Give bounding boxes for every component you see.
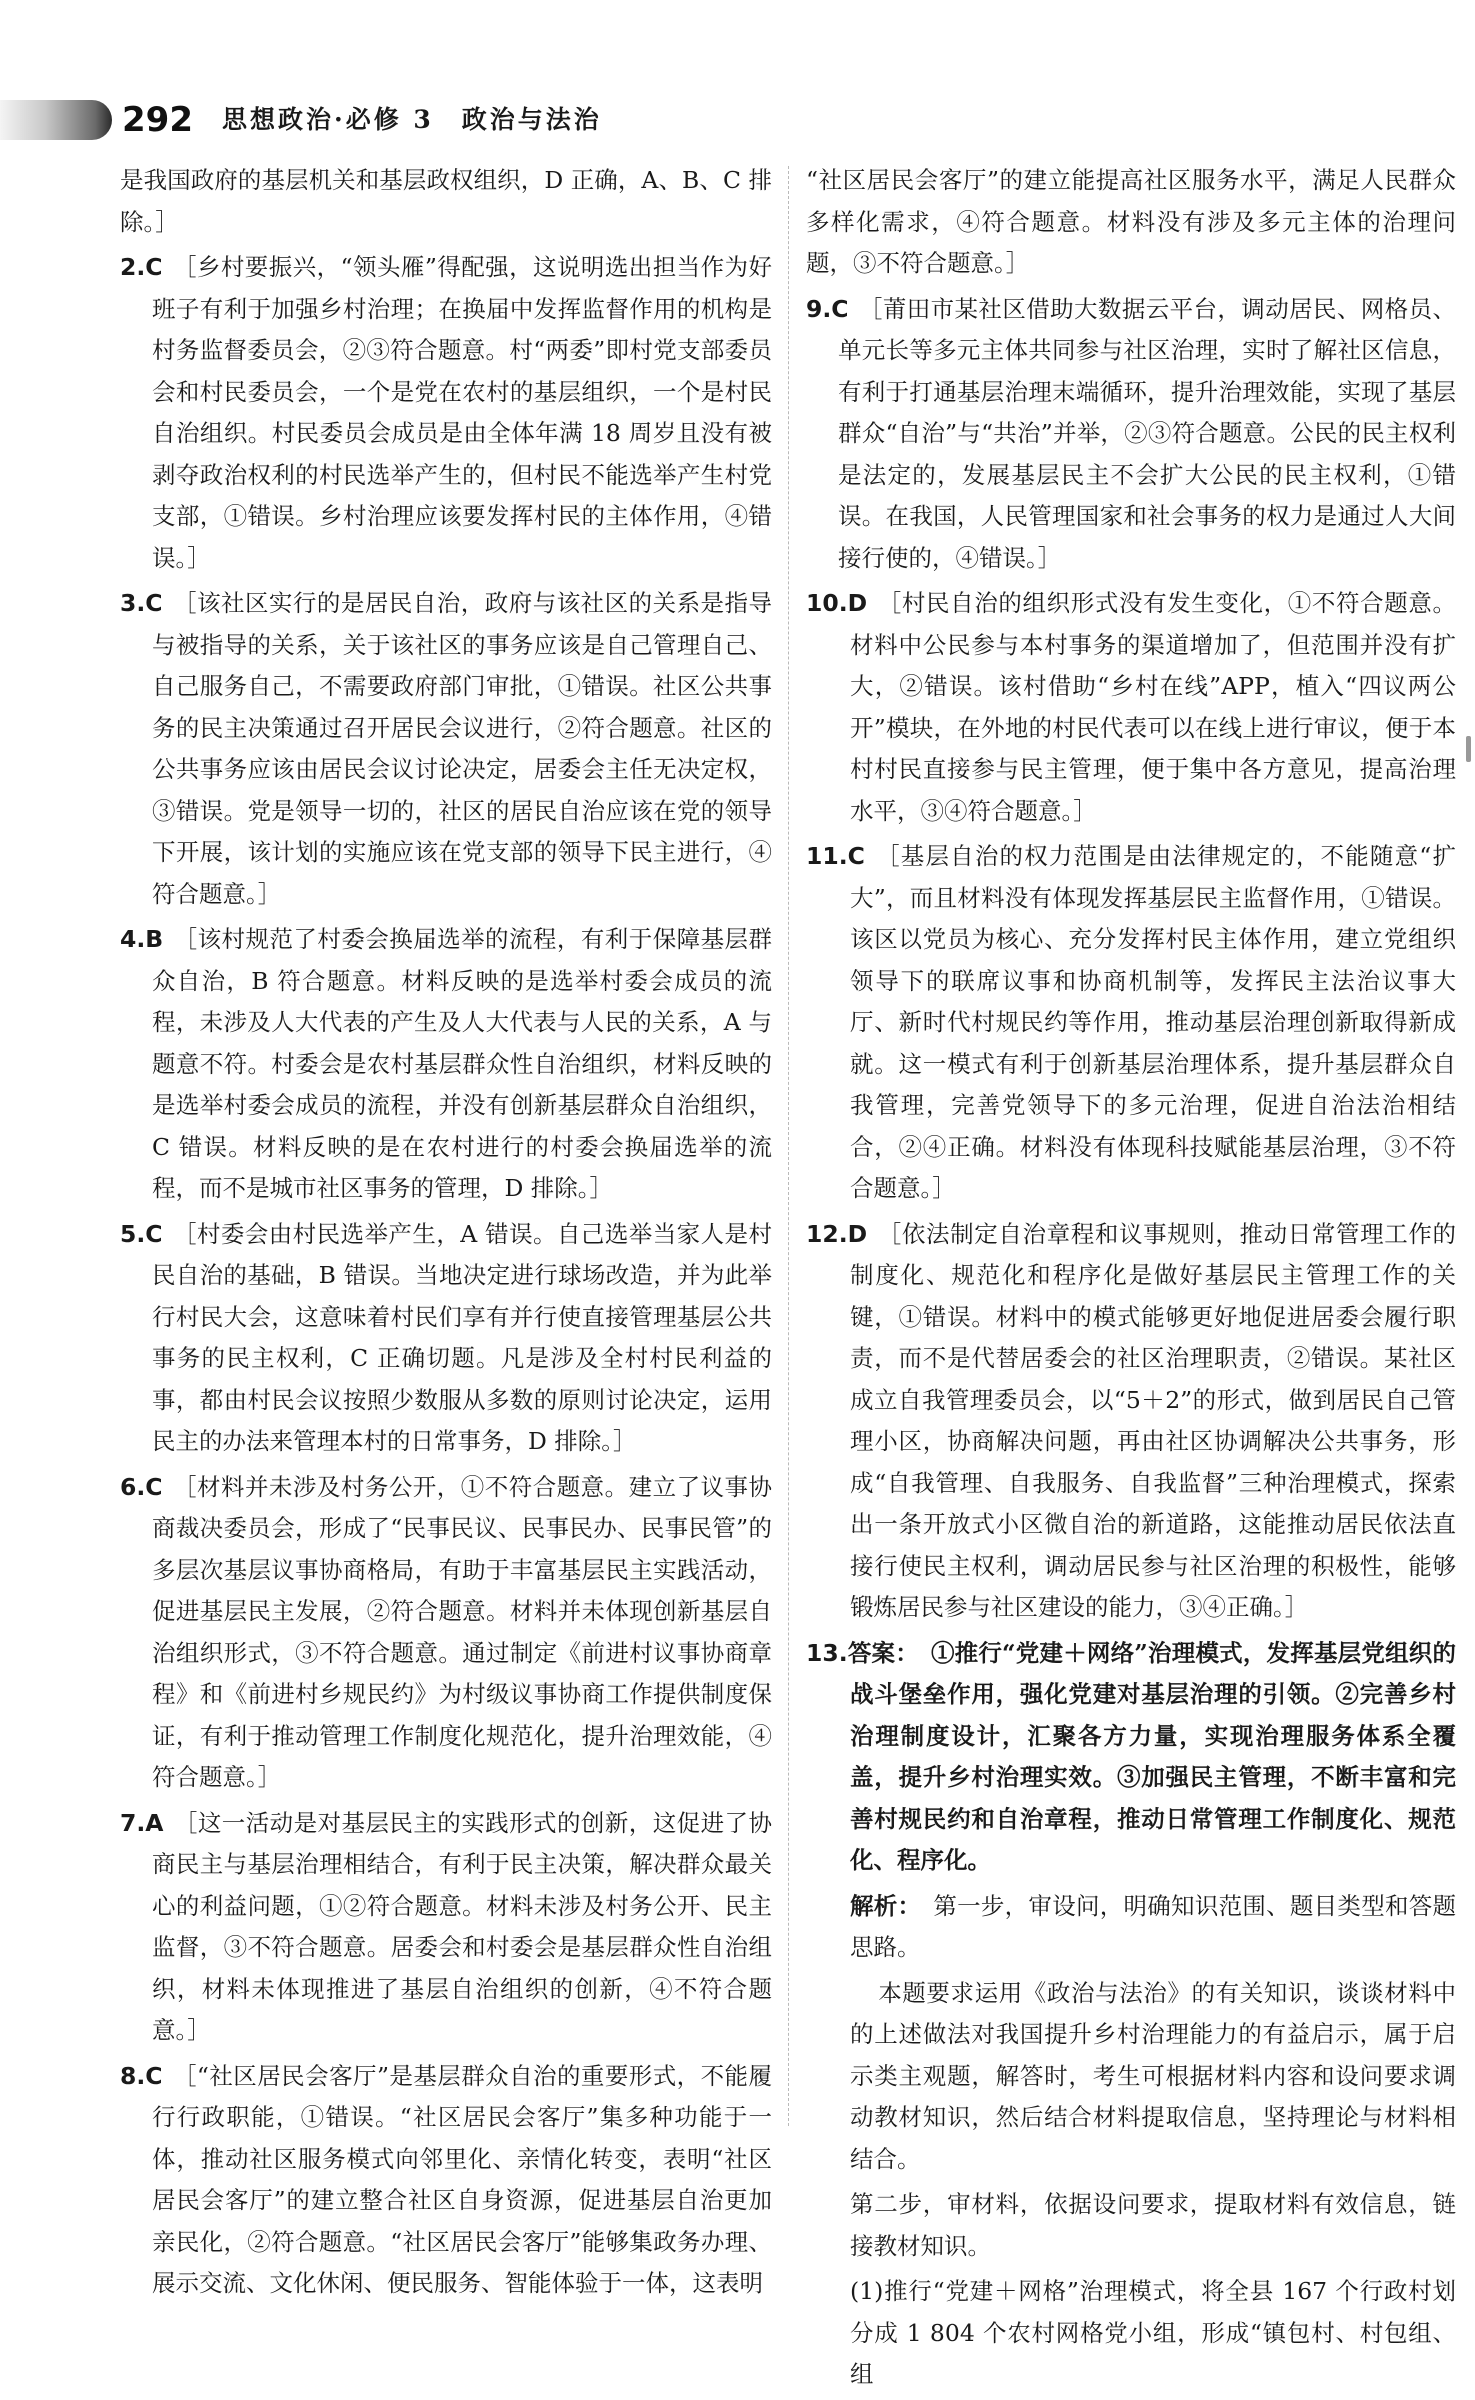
left-column [120,160,772,2309]
answer-item-7: 7.A ［这一活动是对基层民主的实践形式的创新，这促进了协商民主与基层治理相结合，有利于民主决策，解决群众最关心的利益问题，①②符合题意。材料未涉及村务公开、民主监督，③不符合题意。居委会和村委会是基层群众性自治组织，材料未体现推进了基层自治组织的创新，④不符合题意。］ [120,1808,772,2044]
continued-text: “社区居民会客厅”的建立能提高社区服务水平，满足人民群众多样化需求，④符合题意。材料没有涉及多元主体的治理问题，③不符合题意。］ [806,166,1456,277]
continued-text: 是我国政府的基层机关和基层政权组织，D 正确，A、B、C 排除。］ [120,166,772,236]
header-decor-bar [0,100,112,140]
analysis-paragraph: 本题要求运用《政治与法治》的有关知识，谈谈材料中的上述做法对我国提升乡村治理能力的有益启示，属于启示类主观题，解答时，考生可根据材料内容和设问要求调动教材知识，然后结合材料提取信息，坚持理论与材料相结合。 [850,1978,1456,2173]
analysis-intro: 解析： 第一步，审设问，明确知识范围、题目类型和答题思路。 [850,1891,1457,1961]
answer-item-2: 2.C ［乡村要振兴，“领头雁”得配强，这说明选出担当作为好班子有利于加强乡村治理；在换届中发挥监督作用的机构是村务监督委员会，②③符合题意。村“两委”即村党支部委员会和村民委员会，一个是党在农村的基层组织，一个是村民自治组织。村民委员会成员是由全体年满 18 周岁且没有被剥夺政治权利的村民选举产生的，但村民不能选举产生村党支部，①错误。乡村治理应该要发挥村民的主体作用，④错误。］ [120,253,772,572]
answer-item-13: 13.答案： ①推行“党建＋网络”治理模式，发挥基层党组织的战斗堡垒作用，强化党建对基层治理的引领。②完善乡村治理制度设计，汇聚各方力量，实现治理服务体系全覆盖，提升乡村治理实效。③加强民主管理，不断丰富和完善村规民约和自治章程，推动日常管理工作制度化、规范化、程序化。 [806,1638,1457,1874]
page-header [0,96,1475,144]
answer-item-5: 5.C ［村委会由村民选举产生，A 错误。自己选举当家人是村民自治的基础，B 错误。当地决定进行球场改造，并为此举行村民大会，这意味着村民们享有并行使直接管理基层公共事务的民主权利，C 正确切题。凡是涉及全村村民利益的事，都由村民会议按照少数服从多数的原则讨论决定，运用民主的办法来管理本村的日常事务，D 排除。］ [120,1219,772,1455]
edge-mark [1466,736,1471,762]
book-title: 思想政治·必修 3 政治与法治 [222,105,602,134]
analysis-label: 解析： [850,1891,910,1920]
answer-item-12: 12.D ［依法制定自治章程和议事规则，推动日常管理工作的制度化、规范化和程序化是做好基层民主管理工作的关键，①错误。材料中的模式能够更好地促进居委会履行职责，而不是代替居委会的社区治理职责，②错误。某社区成立自我管理委员会，以“5＋2”的形式，做到居民自己管理小区，协商解决问题，再由社区协调解决公共事务，形成“自我管理、自我服务、自我监督”三种治理模式，探索出一条开放式小区微自治的新道路，这能推动居民依法直接行使民主权利，调动居民参与社区治理的积极性，能够锻炼居民参与社区建设的能力，③④正确。］ [806,1219,1456,1621]
page-number: 292 [122,100,193,140]
answer-item-11: 11.C ［基层自治的权力范围是由法律规定的，不能随意“扩大”，而且材料没有体现发挥基层民主监督作用，①错误。该区以党员为核心、充分发挥村民主体作用，建立党组织领导下的联席议事和协商机制等，发挥民主法治议事大厅、新时代村规民约等作用，推动基层治理创新取得新成就。这一模式有利于创新基层治理体系，提升基层群众自我管理，完善党领导下的多元治理，促进自治法治相结合，②④正确。材料没有体现科技赋能基层治理，③不符合题意。］ [806,842,1456,1202]
answer-label: 答案： [847,1638,908,1667]
answer-item-3: 3.C ［该社区实行的是居民自治，政府与该社区的关系是指导与被指导的关系，关于该社区的事务应该是自己管理自己、自己服务自己，不需要政府部门审批，①错误。社区公共事务的民主决策通过召开居民会议进行，②符合题意。社区的公共事务应该由居民会议讨论决定，居委会主任无决定权，③错误。党是领导一切的，社区的居民自治应该在党的领导下开展，该计划的实施应该在党支部的领导下民主进行，④符合题意。］ [120,589,772,908]
analysis-paragraph-2: (1)推行“党建＋网格”治理模式，将全县 167 个行政村划分成 1 804 个农村网格党小组，形成“镇包村、村包组、组 [850,2277,1456,2388]
answer-item-6: 6.C ［材料并未涉及村务公开，①不符合题意。建立了议事协商裁决委员会，形成了“民事民议、民事民办、民事民管”的多层次基层议事协商格局，有助于丰富基层民主实践活动，促进基层民主发展，②符合题意。材料并未体现创新基层自治组织形式，③不符合题意。通过制定《前进村议事协商章程》和《前进村乡规民约》为村级议事协商工作提供制度保证，有利于推动管理工作制度化规范化，提升治理效能，④符合题意。］ [120,1472,772,1791]
column-divider [788,166,789,2126]
analysis-step2: 第二步，审材料，依据设问要求，提取材料有效信息，链接教材知识。 [850,2190,1456,2260]
answer-item-10: 10.D ［村民自治的组织形式没有发生变化，①不符合题意。材料中公民参与本村事务的渠道增加了，但范围并没有扩大，②错误。该村借助“乡村在线”APP，植入“四议两公开”模块，在外地的村民代表可以在线上进行审议，便于本村村民直接参与民主管理，便于集中各方意见，提高治理水平，③④符合题意。］ [806,589,1456,825]
right-column [806,160,1456,2400]
answer-text: ①推行“党建＋网络”治理模式，发挥基层党组织的战斗堡垒作用，强化党建对基层治理的引领。②完善乡村治理制度设计，汇聚各方力量，实现治理服务体系全覆盖，提升乡村治理实效。③加强民主管理，不断丰富和完善村规民约和自治章程，推动日常管理工作制度化、规范化、程序化。 [850,1638,1457,1874]
answer-item-9: 9.C ［莆田市某社区借助大数据云平台，调动居民、网格员、单元长等多元主体共同参与社区治理，实时了解社区信息，有利于打通基层治理末端循环，提升治理效能，实现了基层群众“自治”与“共治”并举，②③符合题意。公民的民主权利是法定的，发展基层民主不会扩大公民的民主权利，①错误。在我国，人民管理国家和社会事务的权力是通过人大间接行使的，④错误。］ [806,294,1456,572]
answer-item-8: 8.C ［“社区居民会客厅”是基层群众自治的重要形式，不能履行行政职能，①错误。“社区居民会客厅”集多种功能于一体，推动社区服务模式向邻里化、亲情化转变，表明“社区居民会客厅”的建立整合社区自身资源，促进基层自治更加亲民化，②符合题意。“社区居民会客厅”能够集政务办理、展示交流、文化休闲、便民服务、智能体验于一体，这表明 [120,2061,772,2297]
answer-item-4: 4.B ［该村规范了村委会换届选举的流程，有利于保障基层群众自治，B 符合题意。材料反映的是选举村委会成员的流程，未涉及人大代表的产生及人大代表与人民的关系，A 与题意不符。村委会是农村基层群众性自治组织，材料反映的是选举村委会成员的流程，并没有创新基层群众自治组织，C 错误。材料反映的是在农村进行的村委会换届选举的流程，而不是城市社区事务的管理，D 排除。］ [120,925,772,1202]
